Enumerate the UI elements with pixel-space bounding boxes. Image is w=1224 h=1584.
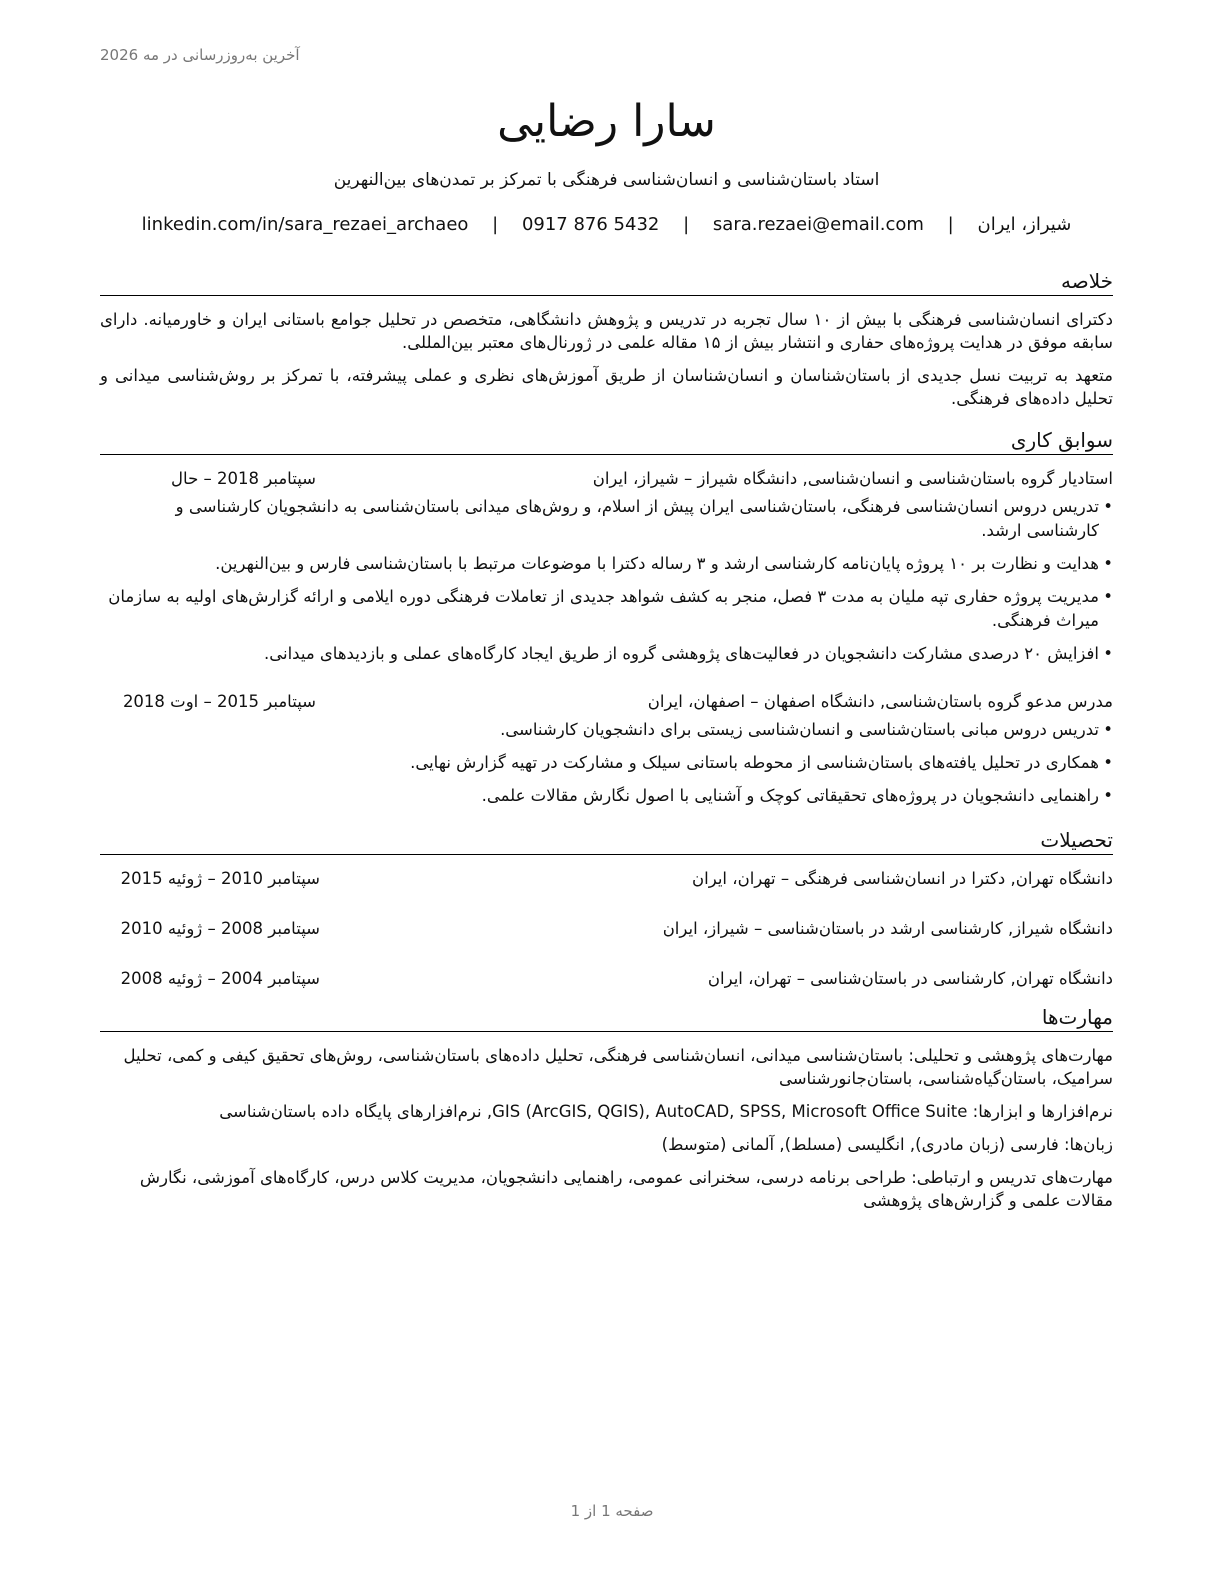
summary-paragraph: متعهد به تربیت نسل جدیدی از باستان‌شناسان و انسان‌شناسان از طریق آموزش‌های نظری و عملی پیشرفته، با تمرکز بر روش‌شناسی میدانی و تحلیل داده‌های فرهنگی. <box>100 366 1113 408</box>
skill-line: مهارت‌های تدریس و ارتباطی: طراحی برنامه درسی، سخنرانی عمومی، راهنمایی دانشجویان، مدیریت کلاس درس، کارگاه‌های آموزشی، نگارش مقالات علمی و گزارش‌های پژوهشی <box>139 1168 1113 1210</box>
person-name: سارا رضایی <box>497 96 716 147</box>
contact-separator: | <box>947 214 954 235</box>
section-title-education: تحصیلات <box>100 828 1113 855</box>
job-bullet: • هدایت و نظارت بر ۱۰ پروژه پایان‌نامه کارشناسی ارشد و ۳ رساله دکترا با موضوعات مرتبط با باستان‌شناسی فارس و بین‌النهرین. <box>100 552 1113 576</box>
job-dates: سپتامبر 2018 – حال <box>171 469 316 488</box>
education-dates: سپتامبر 2004 – ژوئیه 2008 <box>120 969 320 988</box>
skill-line: زبان‌ها: فارسی (زبان مادری), انگلیسی (مسلط), آلمانی (متوسط) <box>661 1135 1113 1154</box>
job-bullet: • همکاری در تحلیل یافته‌های باستان‌شناسی از محوطه باستانی سیلک و مشارکت در تهیه گزارش نهایی. <box>100 751 1113 775</box>
headline: استاد باستان‌شناسی و انسان‌شناسی فرهنگی با تمرکز بر تمدن‌های بین‌النهرین <box>333 170 880 190</box>
section-title-summary: خلاصه <box>100 269 1113 296</box>
job-entry <box>100 690 1113 808</box>
education-degree: دانشگاه تهران, کارشناسی در باستان‌شناسی – تهران، ایران <box>707 969 1113 988</box>
contact-location: شیراز، ایران <box>977 214 1072 235</box>
job-title: مدرس مدعو گروه باستان‌شناسی, دانشگاه اصفهان – اصفهان، ایران <box>647 692 1113 711</box>
job-bullet: • مدیریت پروژه حفاری تپه ملیان به مدت ۳ فصل، منجر به کشف شواهد جدیدی از تعاملات فرهنگی دوره ایلامی و ارائه گزارش‌های اولیه به سازمان میراث فرهنگی. <box>100 585 1113 633</box>
contact-linkedin[interactable]: linkedin.com/in/sara_rezaei_archaeo <box>141 214 469 235</box>
job-header <box>100 467 1113 491</box>
job-header <box>100 690 1113 714</box>
section-title-experience: سوابق کاری <box>100 428 1113 455</box>
skill-line: مهارت‌های پژوهشی و تحلیلی: باستان‌شناسی میدانی، انسان‌شناسی فرهنگی، تحلیل داده‌های باستان‌شناسی، روش‌های تحقیق کیفی و کمی، تحلیل سرامیک، باستان‌گیاه‌شناسی، باستان‌جانورشناسی <box>123 1046 1113 1088</box>
contact-separator: | <box>683 214 690 235</box>
last-updated-note: آخرین به‌روزرسانی در مه 2026 <box>100 46 300 64</box>
contact-line <box>100 214 1113 235</box>
job-bullets <box>100 718 1113 808</box>
job-entry <box>100 467 1113 666</box>
section-title-skills: مهارت‌ها <box>100 1005 1113 1032</box>
job-bullets <box>100 495 1113 666</box>
summary-paragraph: دکترای انسان‌شناسی فرهنگی با بیش از ۱۰ سال تجربه در تدریس و پژوهش دانشگاهی، متخصص در تحلیل جوامع باستانی ایران و خاورمیانه. دارای سابقه موفق در هدایت پروژه‌های حفاری و انتشار بیش از ۱۵ مقاله علمی در ژورنال‌های معتبر بین‌المللی. <box>100 310 1113 352</box>
contact-email[interactable]: sara.rezaei@email.com <box>712 214 924 235</box>
education-dates: سپتامبر 2008 – ژوئیه 2010 <box>120 919 320 938</box>
contact-separator: | <box>492 214 499 235</box>
education-degree: دانشگاه شیراز, کارشناسی ارشد در باستان‌شناسی – شیراز، ایران <box>662 919 1113 938</box>
education-degree: دانشگاه تهران, دکترا در انسان‌شناسی فرهنگی – تهران، ایران <box>692 869 1113 888</box>
job-bullet: • افزایش ۲۰ درصدی مشارکت دانشجویان در فعالیت‌های پژوهشی گروه از طریق ایجاد کارگاه‌های عملی و بازدیدهای میدانی. <box>100 642 1113 666</box>
education-entry <box>100 967 1113 991</box>
education-dates: سپتامبر 2010 – ژوئیه 2015 <box>120 869 320 888</box>
job-bullet: • تدریس دروس انسان‌شناسی فرهنگی، باستان‌شناسی ایران پیش از اسلام، و روش‌های میدانی باستان‌شناسی به دانشجویان کارشناسی و کارشناسی ارشد. <box>100 495 1113 543</box>
education-entry <box>100 867 1113 891</box>
education-entry <box>100 917 1113 941</box>
job-bullet: • راهنمایی دانشجویان در پروژه‌های تحقیقاتی کوچک و آشنایی با اصول نگارش مقالات علمی. <box>100 784 1113 808</box>
page-number: صفحه 1 از 1 <box>570 1502 654 1520</box>
contact-phone: 0917 876 5432 <box>521 214 660 235</box>
skill-line: نرم‌افزارها و ابزارها: GIS (ArcGIS, QGIS), AutoCAD, SPSS, Microsoft Office Suite, نرم‌افزارهای پایگاه داده باستان‌شناسی <box>219 1102 1113 1121</box>
resume-page <box>100 90 1113 1222</box>
job-dates: سپتامبر 2015 – اوت 2018 <box>122 692 316 711</box>
job-bullet: • تدریس دروس مبانی باستان‌شناسی و انسان‌شناسی زیستی برای دانشجویان کارشناسی. <box>100 718 1113 742</box>
job-title: استادیار گروه باستان‌شناسی و انسان‌شناسی, دانشگاه شیراز – شیراز، ایران <box>592 469 1113 488</box>
